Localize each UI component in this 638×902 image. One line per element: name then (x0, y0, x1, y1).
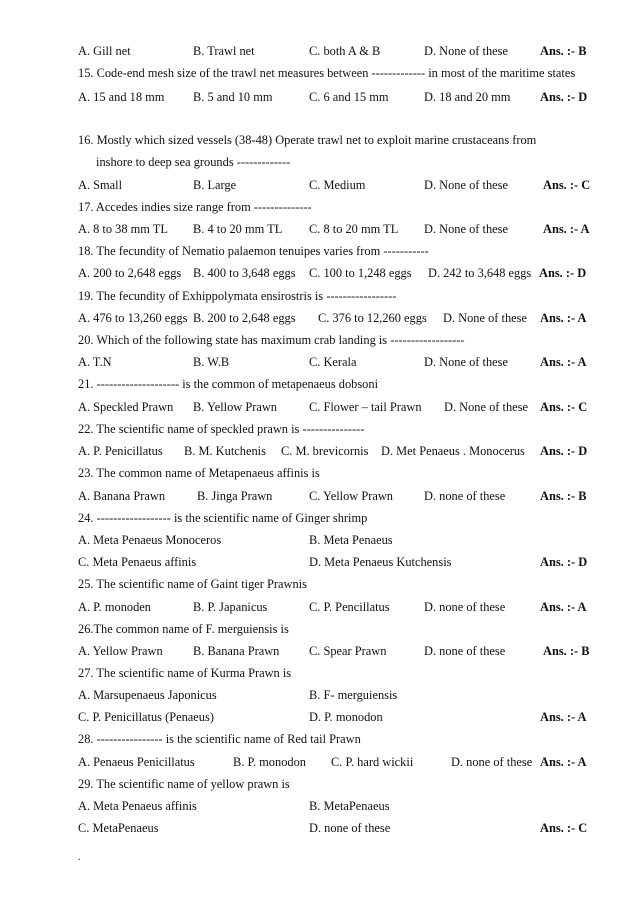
question-text: 26.The common name of F. merguiensis is (78, 622, 289, 636)
option-b: B. 400 to 3,648 eggs (193, 266, 296, 280)
option-a: A. Penaeus Penicillatus (78, 755, 195, 769)
option-c: C. P. Pencillatus (309, 600, 390, 614)
question-text: 18. The fecundity of Nematio palaemon tenuipes varies from ----------- (78, 244, 429, 258)
option-d: D. None of these (443, 311, 527, 325)
question-text: 22. The scientific name of speckled prawn is --------------- (78, 422, 365, 436)
option-c: C. Yellow Prawn (309, 489, 393, 503)
option-b: B. F- merguiensis (309, 688, 398, 702)
option-a: A. P. monoden (78, 600, 151, 614)
option-c: C. 6 and 15 mm (309, 90, 389, 104)
answer-key: Ans. :- A (540, 311, 587, 325)
option-a: A. 476 to 13,260 eggs (78, 311, 188, 325)
option-c: C. Kerala (309, 355, 357, 369)
answer-key: Ans. :- C (540, 400, 588, 414)
option-a: A. Marsupenaeus Japonicus (78, 688, 217, 702)
option-b: B. W.B (193, 355, 230, 369)
option-d: D. none of these (424, 644, 506, 658)
option-a: C. P. Penicillatus (Penaeus) (78, 710, 214, 724)
option-b: B. Large (193, 178, 237, 192)
option-c: C. 8 to 20 mm TL (309, 222, 399, 236)
option-a: A. Meta Penaeus affinis (78, 799, 197, 813)
answer-key: Ans. :- A (540, 710, 587, 724)
option-d: D. None of these (424, 44, 508, 58)
question-text: 28. ---------------- is the scientific name of Red tail Prawn (78, 732, 361, 746)
option-c: C. Medium (309, 178, 366, 192)
option-d: D. None of these (424, 222, 508, 236)
option-c: C. Spear Prawn (309, 644, 387, 658)
answer-key: Ans. :- D (540, 90, 588, 104)
option-b: B. Jinga Prawn (197, 489, 273, 503)
option-a: A. Yellow Prawn (78, 644, 163, 658)
option-a: C. MetaPenaeus (78, 821, 159, 835)
answer-key: Ans. :- A (540, 600, 587, 614)
option-c: C. M. brevicornis (281, 444, 369, 458)
option-a: C. Meta Penaeus affinis (78, 555, 197, 569)
question-text: 29. The scientific name of yellow prawn is (78, 777, 290, 791)
option-d: D. none of these (424, 600, 506, 614)
option-a: A. Small (78, 178, 123, 192)
question-text: 24. ------------------ is the scientific name of Ginger shrimp (78, 511, 368, 525)
answer-key: Ans. :- A (540, 755, 587, 769)
answer-key: Ans. :- A (540, 355, 587, 369)
answer-key: Ans. :- D (539, 266, 587, 280)
option-a: A. T.N (78, 355, 112, 369)
question-text: 17. Accedes indies size range from -------------- (78, 200, 312, 214)
option-a: A. 200 to 2,648 eggs (78, 266, 182, 280)
option-d: D. None of these (444, 400, 528, 414)
option-c: C. Flower – tail Prawn (309, 400, 422, 414)
option-d: D. 18 and 20 mm (424, 90, 511, 104)
option-a: A. Banana Prawn (78, 489, 166, 503)
option-b: B. Trawl net (193, 44, 255, 58)
option-c: C. 376 to 12,260 eggs (318, 311, 427, 325)
answer-key: Ans. :- C (540, 821, 588, 835)
question-text: 20. Which of the following state has maximum crab landing is ------------------ (78, 333, 465, 347)
option-c: C. 100 to 1,248 eggs (309, 266, 412, 280)
option-b: D. P. monodon (309, 710, 383, 724)
question-text: 16. Mostly which sized vessels (38-48) Operate trawl net to exploit marine crustaceans from (78, 133, 537, 147)
answer-key: Ans. :- B (540, 44, 587, 58)
answer-key: Ans. :- B (540, 489, 587, 503)
option-b: B. 4 to 20 mm TL (193, 222, 283, 236)
answer-key: Ans. :- D (540, 555, 588, 569)
option-c: C. both A & B (309, 44, 381, 58)
question-text: 15. Code-end mesh size of the trawl net measures between ------------- in most of the maritime states (78, 66, 576, 80)
option-d: D. Met Penaeus . Monocerus (381, 444, 525, 458)
option-a: A. P. Penicillatus (78, 444, 163, 458)
question-text: 27. The scientific name of Kurma Prawn is (78, 666, 292, 680)
answer-key: Ans. :- C (543, 178, 591, 192)
option-b: B. 200 to 2,648 eggs (193, 311, 296, 325)
option-b: B. Yellow Prawn (193, 400, 277, 414)
answer-key: Ans. :- D (540, 444, 588, 458)
footer-mark: . (78, 852, 81, 863)
option-b: B. P. Japanicus (193, 600, 268, 614)
option-b: B. Banana Prawn (193, 644, 280, 658)
option-b: D. Meta Penaeus Kutchensis (309, 555, 452, 569)
option-a: A. 15 and 18 mm (78, 90, 165, 104)
option-b: B. MetaPenaeus (309, 799, 390, 813)
option-a: A. Meta Penaeus Monoceros (78, 533, 222, 547)
option-d: D. none of these (451, 755, 533, 769)
answer-key: Ans. :- A (543, 222, 590, 236)
option-b: B. Meta Penaeus (309, 533, 393, 547)
option-a: A. Speckled Prawn (78, 400, 174, 414)
option-c: C. P. hard wickii (331, 755, 414, 769)
option-b: B. M. Kutchenis (184, 444, 266, 458)
option-a: A. 8 to 38 mm TL (78, 222, 168, 236)
option-a: A. Gill net (78, 44, 131, 58)
question-text: 21. -------------------- is the common of metapenaeus dobsoni (78, 377, 379, 391)
option-d: D. none of these (424, 489, 506, 503)
question-text-continued: inshore to deep sea grounds ------------- (96, 155, 291, 169)
question-text: 23. The common name of Metapenaeus affinis is (78, 466, 320, 480)
option-d: D. None of these (424, 355, 508, 369)
option-b: D. none of these (309, 821, 391, 835)
option-d: D. None of these (424, 178, 508, 192)
option-d: D. 242 to 3,648 eggs (428, 266, 532, 280)
option-b: B. P. monodon (233, 755, 306, 769)
option-b: B. 5 and 10 mm (193, 90, 273, 104)
question-text: 25. The scientific name of Gaint tiger Prawnis (78, 577, 307, 591)
question-text: 19. The fecundity of Exhippolymata ensirostris is ----------------- (78, 289, 397, 303)
answer-key: Ans. :- B (543, 644, 590, 658)
